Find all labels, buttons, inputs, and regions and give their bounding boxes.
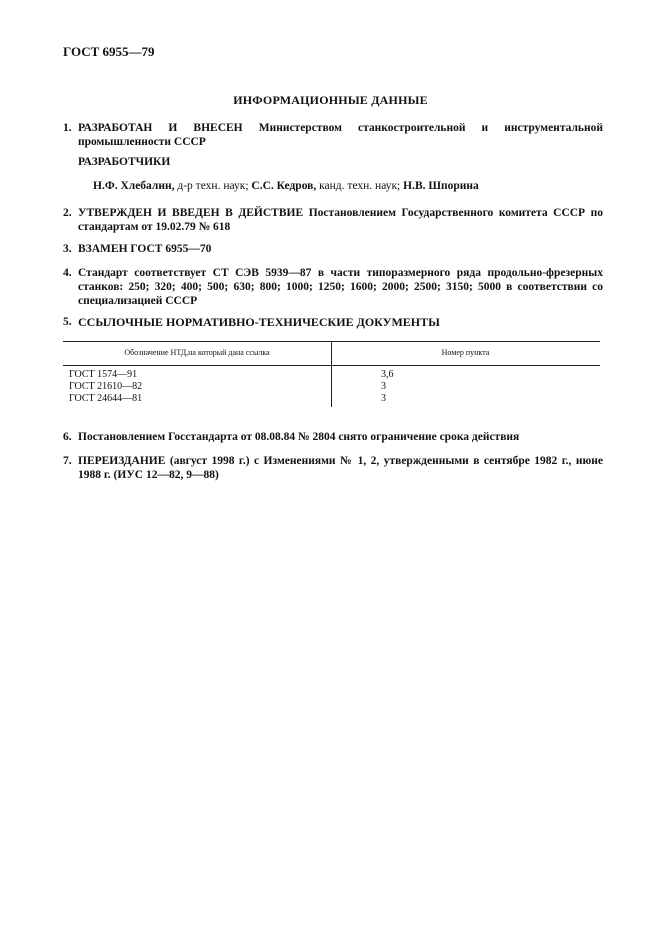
developer-degree: канд. техн. наук; bbox=[316, 180, 404, 192]
developers-list bbox=[93, 180, 479, 192]
item-text bbox=[78, 242, 603, 256]
info-item-4 bbox=[63, 266, 603, 308]
info-item-3 bbox=[63, 242, 603, 256]
item-number: 3. bbox=[63, 243, 72, 255]
standard-code-header: ГОСТ 6955—79 bbox=[63, 44, 155, 59]
info-item-7 bbox=[63, 454, 603, 482]
reference-documents-table bbox=[63, 341, 600, 407]
item-bold-label: ПЕРЕИЗДАНИЕ bbox=[78, 455, 166, 467]
item-bold-label: ВЗАМЕН ГОСТ 6955—70 bbox=[78, 243, 212, 255]
item-number: 2. bbox=[63, 207, 72, 219]
table-header-clause: Номер пункта bbox=[441, 348, 490, 357]
item-number: 4. bbox=[63, 267, 72, 279]
table-cell-clause: 3 bbox=[381, 381, 386, 392]
item-number: 5. bbox=[63, 316, 72, 328]
item-number: 7. bbox=[63, 455, 72, 467]
table-cell-document: ГОСТ 1574—91 bbox=[69, 369, 138, 380]
developer-name: Н.Ф. Хлебалин, bbox=[93, 180, 175, 192]
item-number: 1. bbox=[63, 122, 72, 134]
item-text bbox=[78, 454, 603, 482]
table-cell-clause: 3,6 bbox=[381, 369, 394, 380]
item-bold-label: УТВЕРЖДЕН И ВВЕДЕН В ДЕЙСТВИЕ bbox=[78, 207, 304, 219]
item-bold-label: РАЗРАБОТАН И ВНЕСЕН bbox=[78, 122, 243, 134]
item-text: Постановлением Госстандарта от 08.08.84 № 2804 снято ограничение срока действия bbox=[78, 431, 520, 443]
developers-heading: РАЗРАБОТЧИКИ bbox=[78, 156, 171, 168]
table-cell-document: ГОСТ 24644—81 bbox=[69, 393, 143, 404]
item-text bbox=[78, 121, 603, 149]
page-title: ИНФОРМАЦИОННЫЕ ДАННЫЕ bbox=[233, 93, 428, 107]
item-text: Стандарт соответствует СТ СЭВ 5939—87 в части типоразмерного ряда продольно-фрезерных станков: 250; 320; 400; 500; 630; 800; 1000; 1250; 1600; 2000; 2500; 3150; 5000 в соответствии со специализацией СССР bbox=[78, 267, 603, 307]
info-item-1 bbox=[63, 121, 603, 149]
info-item-5 bbox=[63, 315, 603, 329]
item-number: 6. bbox=[63, 431, 72, 443]
developer-name: Н.В. Шпорина bbox=[403, 180, 479, 192]
item-text bbox=[78, 206, 603, 234]
table-cell-document: ГОСТ 21610—82 bbox=[69, 381, 143, 392]
section-title: ССЫЛОЧНЫЕ НОРМАТИВНО-ТЕХНИЧЕСКИЕ ДОКУМЕНТЫ bbox=[78, 315, 440, 329]
table-cell-clause: 3 bbox=[381, 393, 386, 404]
item-body: Министерством станкостроительной и инструментальной промышленности СССР bbox=[78, 122, 603, 148]
item-body: Постановлением Государственного комитета СССР по стандартам от 19.02.79 № 618 bbox=[78, 207, 604, 233]
developer-name: С.С. Кедров, bbox=[251, 180, 317, 192]
info-item-2 bbox=[63, 206, 603, 234]
item-body: (август 1998 г.) с Изменениями № 1, 2, утвержденными в сентябре 1982 г., июне 1988 г. (ИУС 12—82, 9—88) bbox=[78, 455, 603, 481]
developer-degree: д-р техн. наук; bbox=[174, 180, 252, 192]
table-header-document: Обозначение НТД,на который дана ссылка bbox=[124, 348, 270, 357]
info-item-6 bbox=[63, 430, 603, 444]
